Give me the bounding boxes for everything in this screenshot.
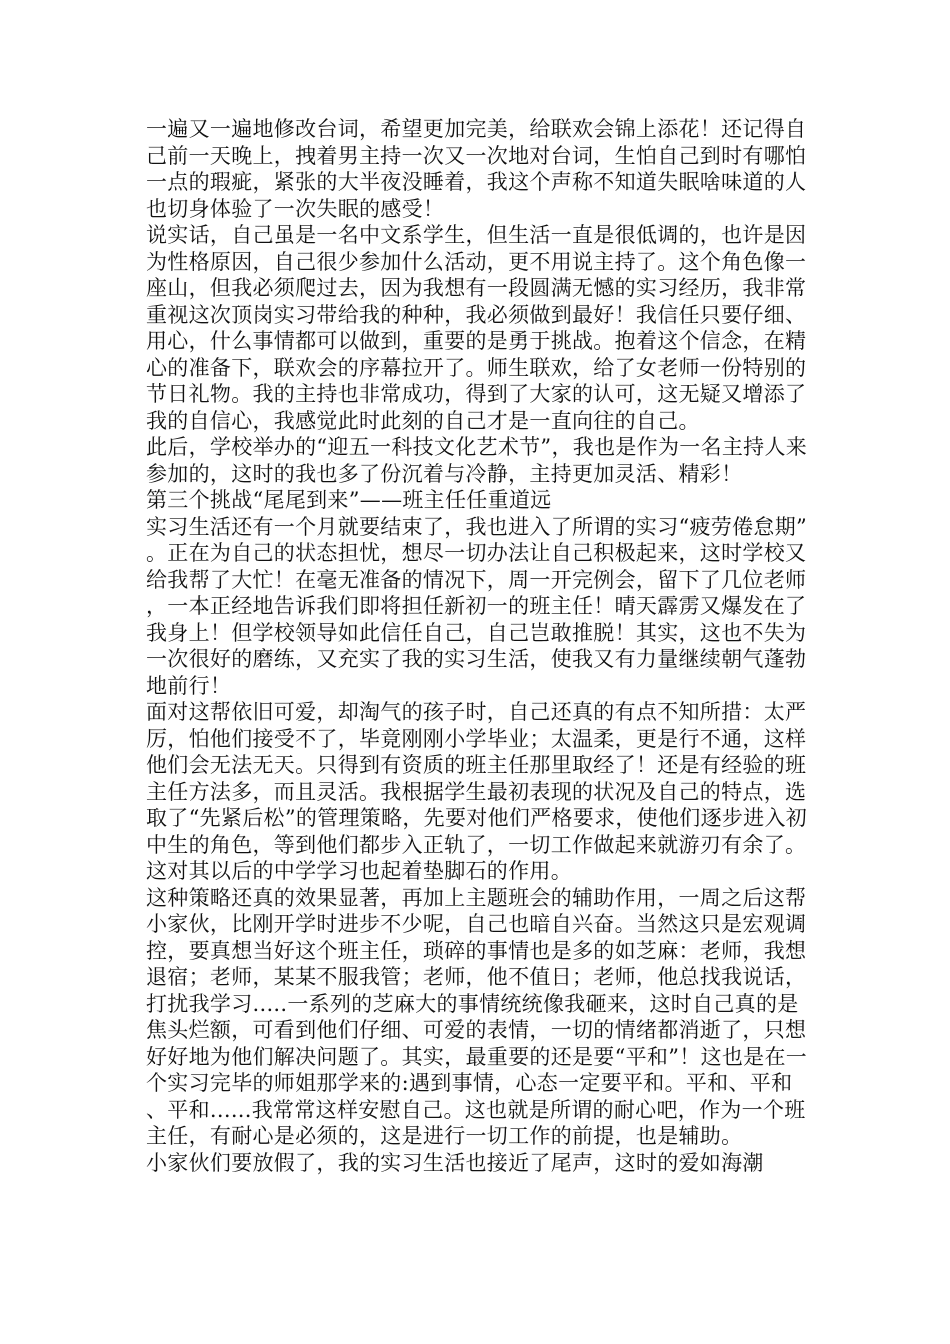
paragraph-patience: 这种策略还真的效果显著，再加上主题班会的辅助作用，一周之后这帮小家伙，比刚开学时进步不少呢，自己也暗自兴奋。当然这只是宏观调控，要真想当好这个班主任，琐碎的事情也是多的如芝麻：老师，我想退宿；老师，某某不服我管；老师，他不值日；老师，他总找我说话，打扰我学习.....一系列的芝麻大的事情统统像我砸来，这时自己真的是焦头烂额，可看到他们仔细、可爱的表情，一切的情绪都消逝了，只想好好地为他们解决问题了。其实，最重要的还是要“平和”！这也是在一个实习完毕的师姐那学来的:遇到事情，心态一定要平和。平和、平和、平和......我常常这样安慰自己。这也就是所谓的耐心吧，作为一个班主任，有耐心是必须的，这是进行一切工作的前提，也是辅助。: [146, 885, 808, 1148]
paragraph-ending: 小家伙们要放假了，我的实习生活也接近了尾声，这时的爱如海潮: [146, 1150, 764, 1175]
paragraph-art-festival: 此后，学校举办的“迎五一科技文化艺术节”，我也是作为一名主持人来参加的，这时的我也多了份沉着与冷静，主持更加灵活、精彩！: [146, 435, 808, 486]
section-heading-third-challenge: 第三个挑战“尾尾到来”——班主任任重道远: [146, 488, 552, 512]
paragraph-head-teacher-assignment: 实习生活还有一个月就要结束了，我也进入了所谓的实习“疲劳倦怠期”。正在为自己的状态担忧，想尽一切办法让自己积极起来，这时学校又给我帮了大忙！在毫无准备的情况下，周一开完例会，留下了几位老师，一本正经地告诉我们即将担任新初一的班主任！晴天霹雳又爆发在了我身上！但学校领导如此信任自己，自己岂敢推脱！其实，这也不失为一次很好的磨练，又充实了我的实习生活，使我又有力量继续朝气蓬勃地前行！: [146, 514, 808, 698]
paragraph-rehearsal: 一遍又一遍地修改台词，希望更加完美，给联欢会锦上添花！还记得自己前一天晚上，拽着男主持一次又一次地对台词，生怕自己到时有哪怕一点的瑕疵，紧张的大半夜没睡着，我这个声称不知道失眠啥味道的人也切身体验了一次失眠的感受！: [146, 117, 807, 221]
document-body: [146, 116, 810, 1176]
paragraph-hosting-challenge: 说实话，自己虽是一名中文系学生，但生活一直是很低调的，也许是因为性格原因，自己很少参加什么活动，更不用说主持了。这个角色像一座山，但我必须爬过去，因为我想有一段圆满无憾的实习经历，我非常重视这次顶岗实习带给我的种种，我必须做到最好！我信任只要仔细、用心，什么事情都可以做到，重要的是勇于挑战。抱着这个信念，在精心的准备下，联欢会的序幕拉开了。师生联欢，给了女老师一份特别的节日礼物。我的主持也非常成功，得到了大家的认可，这无疑又增添了我的自信心，我感觉此时此刻的自己才是一直向往的自己。: [146, 223, 807, 433]
paragraph-management-strategy: 面对这帮依旧可爱，却淘气的孩子时，自己还真的有点不知所措：太严厉，怕他们接受不了，毕竟刚刚小学毕业；太温柔，更是行不通，这样他们会无法无天。只得到有资质的班主任那里取经了！还是有经验的班主任方法多，而且灵活。我根据学生最初表现的状况及自己的特点，选取了“先紧后松”的管理策略，先要对他们严格要求，使他们逐步进入初中生的角色，等到他们都步入正轨了，一切工作做起来就游刃有余了。这对其以后的中学学习也起着垫脚石的作用。: [146, 700, 808, 883]
